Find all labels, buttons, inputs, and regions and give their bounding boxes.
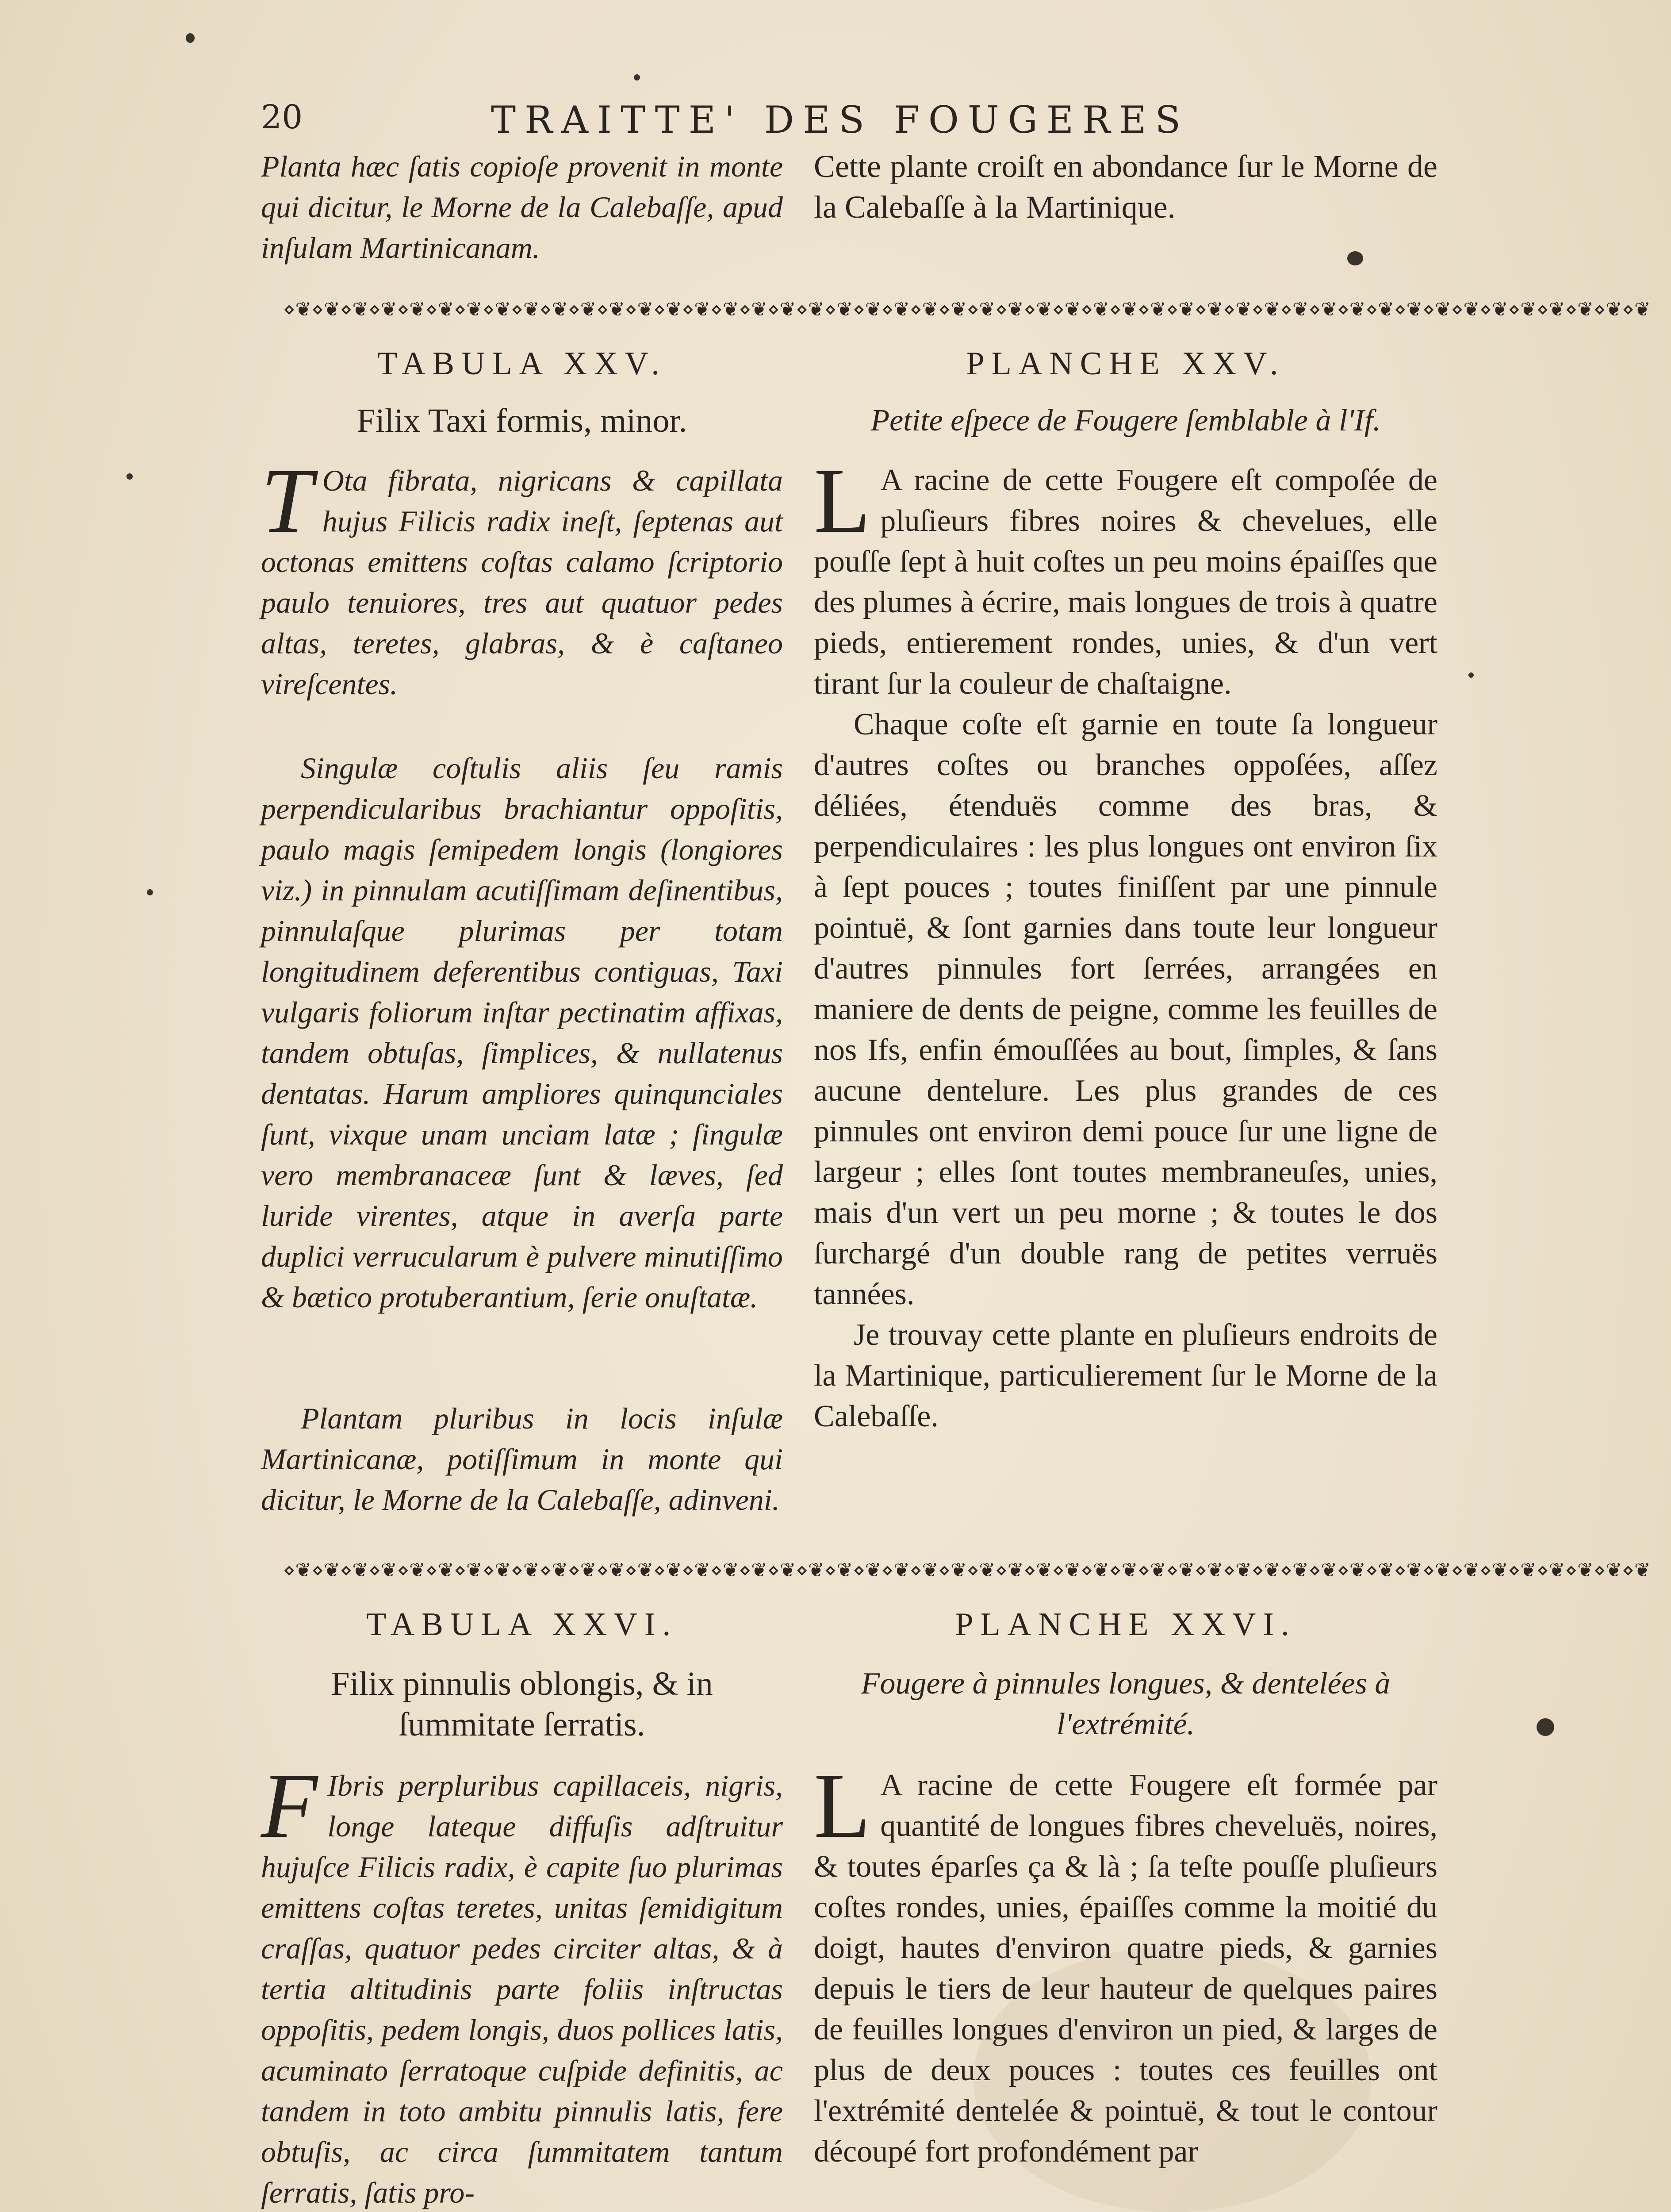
intro-french: Cette plante croiſt en abondance ſur le Morne de la Calebaſſe à la Martinique. [814, 149, 1437, 225]
latin-title-xxv: Filix Taxi formis, minor. [356, 402, 687, 439]
drop-cap: L [814, 1755, 871, 1857]
french-title-xxvi: Fougere à pinnules longues, & dentelées à l'extrémité. [861, 1667, 1391, 1741]
latin-paragraph: Ibris perpluribus capillaceis, nigris, longe lateque diffuſis adſtruitur hujuſce Filicis radix, è capite ſuo plurimas emittens coſtas teretes, unitas ſemidigitum craſſas, quatuor pedes circiter altas, & à tertia altitudinis parte foliis inſtructas oppoſitis, pedem longis, duos pollices latis, acuminato ſerratoque cuſpide definitis, ac tandem in toto ambitu pinnulis latis, fere obtuſis, ac circa ſummitatem tantum ſerratis, ſatis pro- [261, 1769, 783, 2209]
latin-text-xxv-2 [261, 748, 783, 1317]
intro-latin: Planta hæc ſatis copioſe provenit in monte qui dicitur, le Morne de la Calebaſſe, apud inſulam Martinicanam. [261, 150, 783, 265]
heading-planche-xxv: PLANCHE XXV. [966, 346, 1285, 382]
latin-title-xxvi: Filix pinnulis oblongis, & in ſummitate ſerratis. [331, 1665, 713, 1743]
french-text-xxv [814, 449, 1437, 1437]
french-paragraph: Je trouvay cette plante en pluſieurs endroits de la Martinique, particulierement ſur le Morne de la Calebaſſe. [814, 1318, 1437, 1433]
heading-tabula-xxv: TABULA XXV. [377, 346, 667, 382]
ornament-divider: ⋄❦⋄❦⋄❦⋄❦⋄❦⋄❦⋄❦⋄❦⋄❦⋄❦⋄❦⋄❦⋄❦⋄❦⋄❦⋄❦⋄❦⋄❦⋄❦⋄❦⋄❦⋄❦⋄❦⋄❦⋄❦⋄❦⋄❦⋄❦⋄❦⋄❦⋄❦⋄❦⋄❦⋄❦⋄❦⋄❦⋄❦⋄❦⋄❦⋄❦⋄❦⋄❦⋄❦⋄❦⋄❦⋄❦⋄❦⋄❦ [283, 1559, 1651, 1582]
page-number: 20 [261, 98, 303, 136]
latin-text-xxvi [261, 1755, 783, 2212]
ink-speck [186, 33, 195, 43]
french-paragraph: A racine de cette Fougere eſt compoſée de pluſieurs fibres noires & chevelues, elle pouſſe ſept à huit coſtes un peu moins épaiſſes que des plumes à écrire, mais longues de trois à quatre pieds, entierement rondes, unies, & d'un vert tirant ſur la couleur de chaſtaigne. [814, 463, 1437, 701]
ink-speck [1347, 251, 1363, 265]
latin-paragraph: Plantam pluribus in locis inſulæ Martinicanæ, potiſſimum in monte qui dicitur, le Morne de la Calebaſſe, adinveni. [261, 1402, 783, 1517]
ink-speck [126, 473, 133, 480]
drop-cap: L [814, 449, 871, 552]
ink-speck [634, 74, 640, 81]
latin-paragraph: Singulæ coſtulis aliis ſeu ramis perpendicularibus brachiantur oppoſitis, paulo magis ſemipedem longis (longiores viz.) in pinnulam acutiſſimam deſinentibus, pinnulaſque plurimas per totam longitudinem deferentibus contiguas, Taxi vulgaris foliorum inſtar pectinatim affixas, tandem obtuſas, ſimplices, & nullatenus dentatas. Harum ampliores quinqunciales ſunt, vixque unam unciam latæ ; ſingulæ vero membranaceæ ſunt & læves, ſed luride virentes, atque in averſa parte duplici verrucularum è pulvere minutiſſimo & bætico protuberantium, ſerie onuſtatæ. [261, 751, 783, 1314]
french-paragraph: A racine de cette Fougere eſt formée par quantité de longues fibres cheveluës, noires, & toutes éparſes ça & là ; ſa teſte pouſſe pluſieurs coſtes rondes, unies, épaiſſes comme la moitié du doigt, hautes d'environ quatre pieds, & garnies depuis le tiers de leur hauteur de quelques paires de feuilles longues d'environ un pied, & larges de plus de deux pouces : toutes ces feuilles ont l'extrémité dentelée & pointuë, & tout le contour découpé fort profondément par [814, 1768, 1437, 2169]
heading-tabula-xxvi: TABULA XXVI. [366, 1606, 678, 1643]
french-paragraph: Chaque coſte eſt garnie en toute ſa longueur d'autres coſtes ou branches oppoſées, aſſez déliées, étenduës comme des bras, & perpendiculaires : les plus longues ont environ ſix à ſept pouces ; toutes finiſſent par une pinnule pointuë, & ſont garnies dans toute leur longueur d'autres pinnules fort ſerrées, arrangées en maniere de dents de peigne, comme les feuilles de nos Ifs, enfin émouſſées au bout, ſimples, & ſans aucune dentelure. Les plus grandes de ces pinnules ont environ demi pouce ſur une ligne de largeur ; elles ſont toutes membraneuſes, unies, mais d'un vert un peu morne ; & toutes le dos ſurchargé d'un double rang de petites verruës tannées. [814, 707, 1437, 1311]
ink-speck [147, 889, 153, 895]
running-head [261, 98, 1437, 147]
drop-cap: F [261, 1755, 318, 1857]
french-title-xxv: Petite eſpece de Fougere ſemblable à l'If. [870, 403, 1381, 438]
ornament-divider: ⋄❦⋄❦⋄❦⋄❦⋄❦⋄❦⋄❦⋄❦⋄❦⋄❦⋄❦⋄❦⋄❦⋄❦⋄❦⋄❦⋄❦⋄❦⋄❦⋄❦⋄❦⋄❦⋄❦⋄❦⋄❦⋄❦⋄❦⋄❦⋄❦⋄❦⋄❦⋄❦⋄❦⋄❦⋄❦⋄❦⋄❦⋄❦⋄❦⋄❦⋄❦⋄❦⋄❦⋄❦⋄❦⋄❦⋄❦⋄❦ [283, 298, 1651, 321]
running-title: TRAITTE' DES FOUGERES [491, 98, 1190, 142]
heading-planche-xxvi: PLANCHE XXVI. [955, 1606, 1296, 1643]
drop-cap: T [261, 449, 313, 552]
latin-text-xxv-3 [261, 1398, 783, 1520]
latin-text-xxv [261, 449, 783, 704]
french-text-xxvi [814, 1755, 1437, 2172]
ink-speck [1537, 1718, 1554, 1736]
ink-speck [1468, 672, 1474, 678]
latin-paragraph: Ota fibrata, nigricans & capillata hujus Filicis radix ineſt, ſeptenas aut octonas emittens coſtas calamo ſcriptorio paulo tenuiores, tres aut quatuor pedes altas, teretes, glabras, & è caſtaneo vireſcentes. [261, 464, 783, 701]
